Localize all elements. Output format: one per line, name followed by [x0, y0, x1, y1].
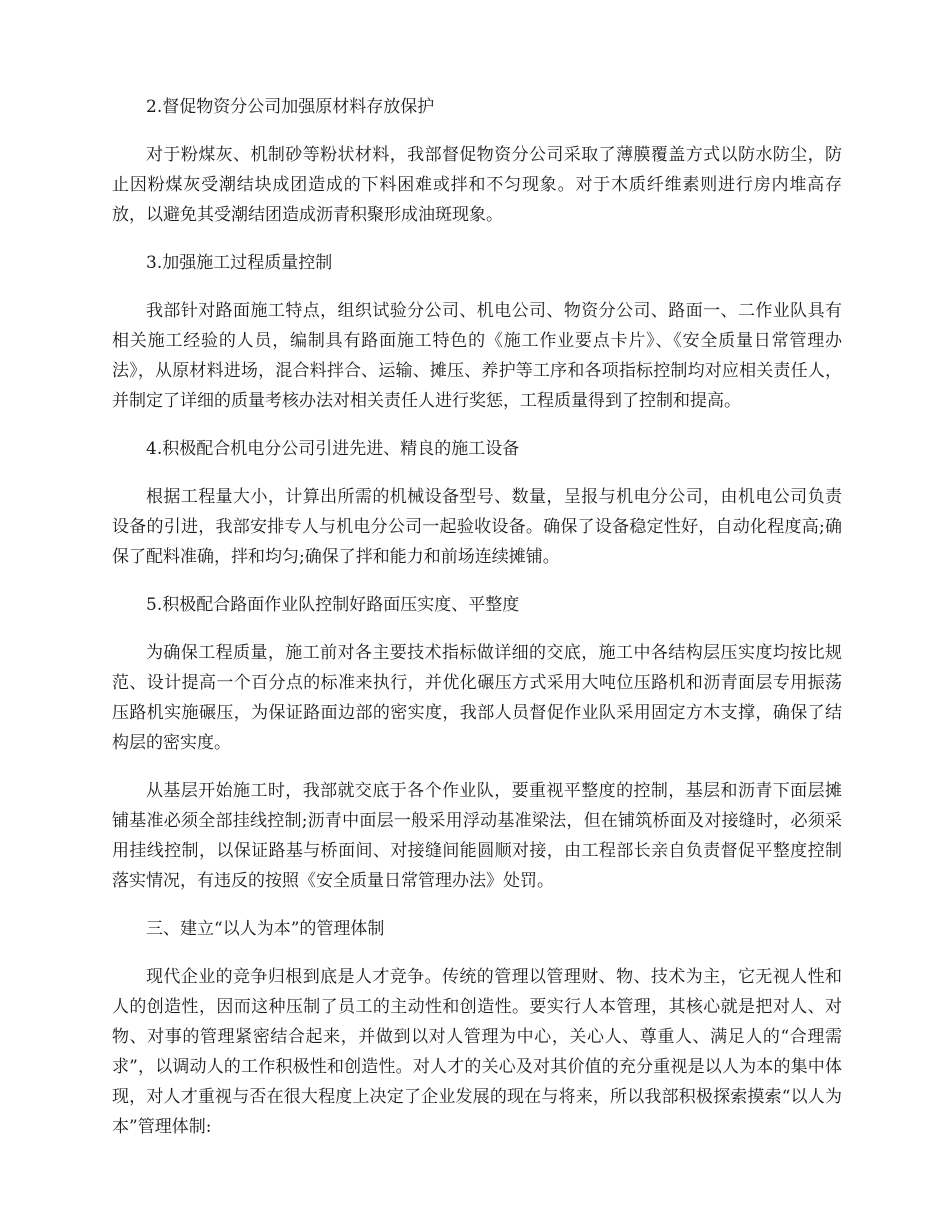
body-paragraph: 根据工程量大小，计算出所需的机械设备型号、数量，呈报与机电分公司，由机电公司负责设备的引进，我部安排专人与机电分公司一起验收设备。确保了设备稳定性好，自动化程度高;确保了配料准确，拌和均匀;确保了拌和能力和前场连续摊铺。	[112, 487, 842, 567]
body-paragraph: 现代企业的竞争归根到底是人才竞争。传统的管理以管理财、物、技术为主，它无视人性和人的创造性，因而这种压制了员工的主动性和创造性。要实行人本管理，其核心就是把对人、对物、对事的管理紧密结合起来，并做到以对人管理为中心，关心人、尊重人、满足人的“合理需求”，以调动人的工作积极性和创造性。对人才的关心及对其价值的充分重视是以人为本的集中体现，对人才重视与否在很大程度上决定了企业发展的现在与将来，所以我部积极探索摸索“以人为本”管理体制:	[112, 967, 842, 1137]
body-paragraph: 对于粉煤灰、机制砂等粉状材料，我部督促物资分公司采取了薄膜覆盖方式以防水防尘，防止因粉煤灰受潮结块成团造成的下料困难或拌和不匀现象。对于木质纤维素则进行房内堆高存放，以避免其受潮结团造成沥青积聚形成油斑现象。	[112, 145, 842, 225]
body-paragraph: 为确保工程质量，施工前对各主要技术指标做详细的交底，施工中各结构层压实度均按比规范、设计提高一个百分点的标准来执行，并优化碾压方式采用大吨位压路机和沥青面层专用振荡压路机实施碾压，为保证路面边部的密实度，我部人员督促作业队采用固定方木支撑，确保了结构层的密实度。	[112, 643, 842, 753]
body-paragraph: 我部针对路面施工特点，组织试验分公司、机电公司、物资分公司、路面一、二作业队具有相关施工经验的人员，编制具有路面施工特色的《施工作业要点卡片》、《安全质量日常管理办法》，从原材料进场，混合料拌合、运输、摊压、养护等工序和各项指标控制均对应相关责任人，并制定了详细的质量考核办法对相关责任人进行奖惩，工程质量得到了控制和提高。	[112, 301, 842, 411]
section-heading: 5.积极配合路面作业队控制好路面压实度、平整度	[146, 595, 520, 615]
section-heading: 4.积极配合机电分公司引进先进、精良的施工设备	[146, 439, 520, 459]
chapter-heading: 三、建立“以人为本”的管理体制	[146, 919, 385, 939]
section-heading: 2.督促物资分公司加强原材料存放保护	[146, 97, 435, 117]
body-paragraph: 从基层开始施工时，我部就交底于各个作业队，要重视平整度的控制，基层和沥青下面层摊铺基准必须全部挂线控制;沥青中面层一般采用浮动基准梁法，但在铺筑桥面及对接缝时，必须采用挂线控制，以保证路基与桥面间、对接缝间能圆顺对接，由工程部长亲自负责督促平整度控制落实情况，有违反的按照《安全质量日常管理办法》处罚。	[112, 781, 842, 891]
section-heading: 3.加强施工过程质量控制	[146, 253, 333, 273]
